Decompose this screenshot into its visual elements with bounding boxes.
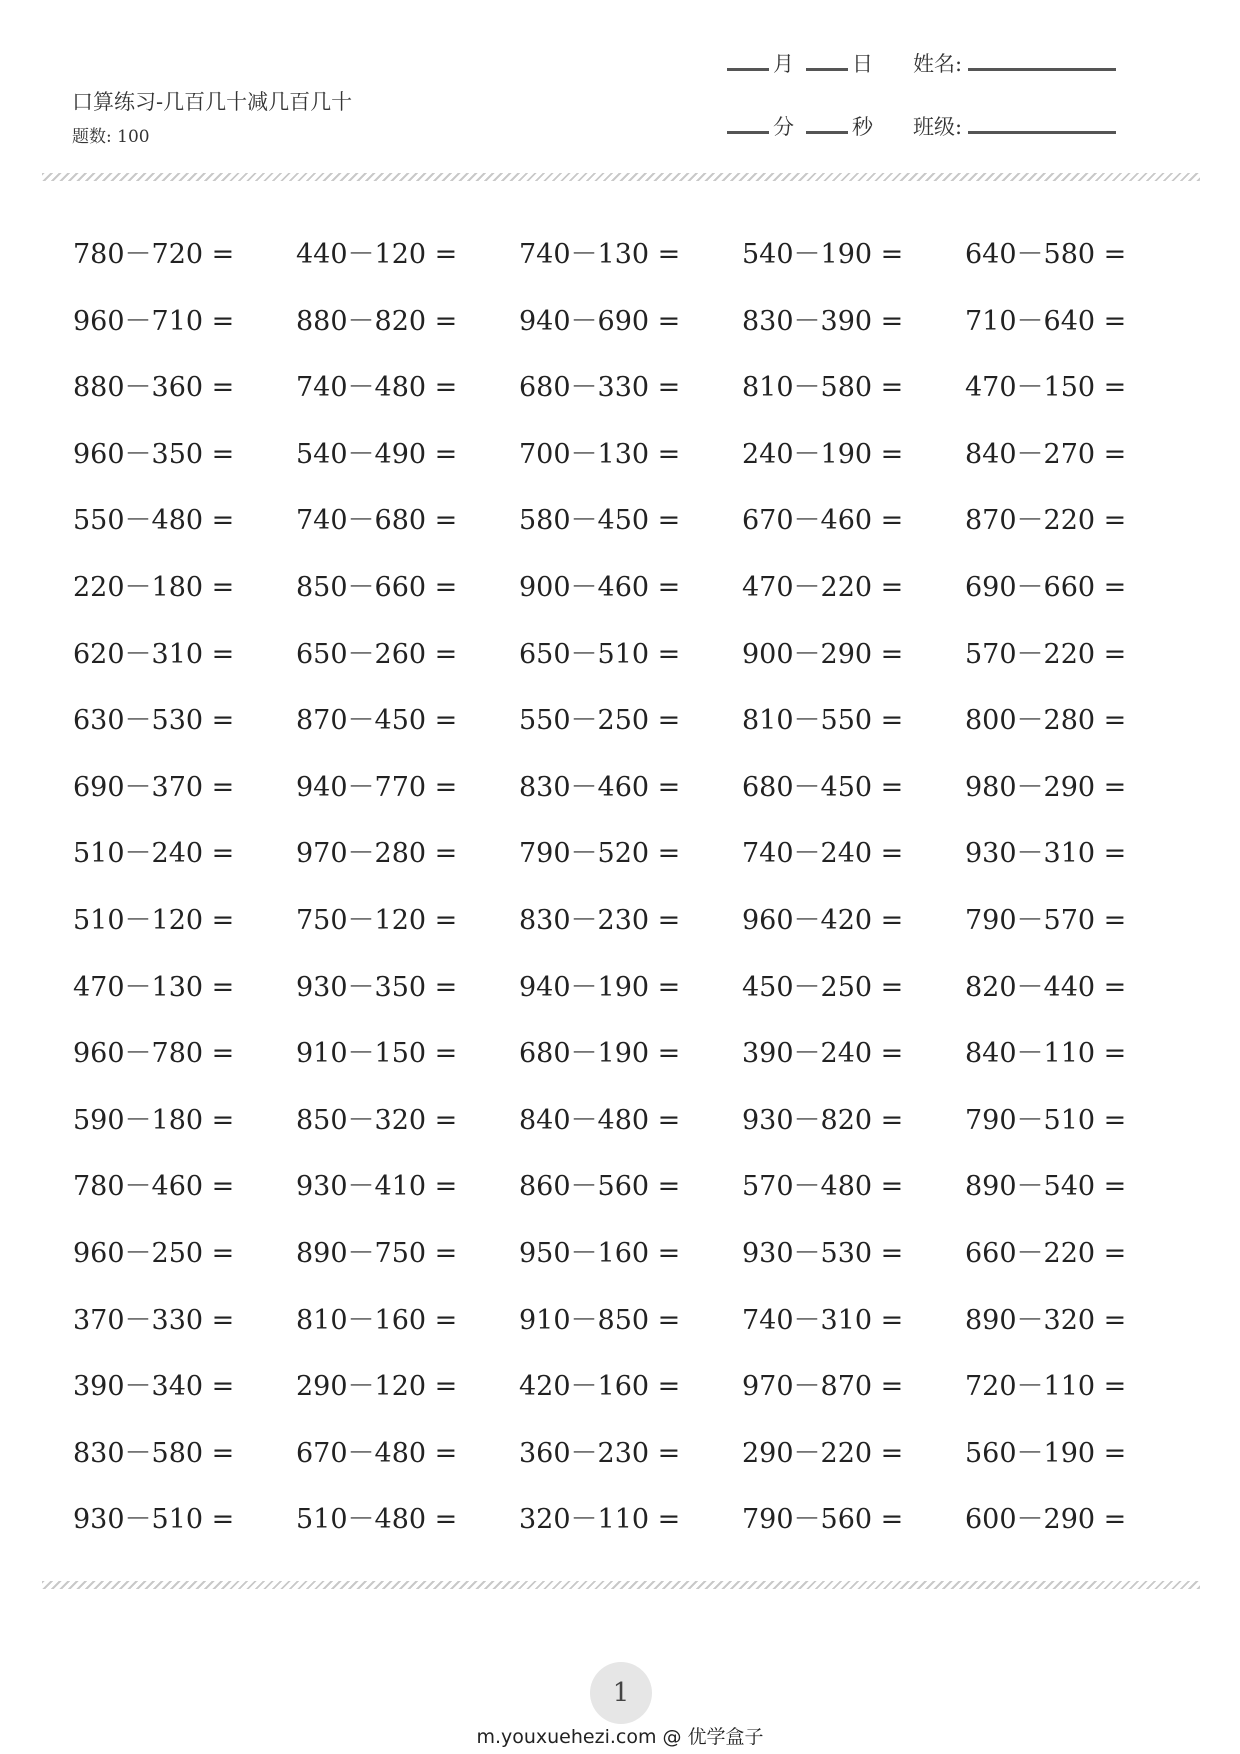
problem-item: 780－460 = bbox=[73, 1171, 235, 1203]
problem-item: 620－310 = bbox=[73, 638, 235, 670]
problem-item: 830－580 = bbox=[73, 1437, 235, 1469]
problem-item: 740－310 = bbox=[742, 1304, 904, 1336]
problem-item: 790－560 = bbox=[742, 1504, 904, 1536]
problem-item: 950－160 = bbox=[519, 1237, 681, 1269]
problem-item: 650－510 = bbox=[519, 638, 681, 670]
problem-item: 680－330 = bbox=[519, 372, 681, 404]
problem-item: 940－770 = bbox=[296, 771, 458, 803]
problem-item: 800－280 = bbox=[965, 705, 1127, 737]
problem-item: 810－580 = bbox=[742, 372, 904, 404]
problem-item: 510－480 = bbox=[296, 1504, 458, 1536]
problem-item: 540－490 = bbox=[296, 438, 458, 470]
problem-item: 930－510 = bbox=[73, 1504, 235, 1536]
problem-item: 680－190 = bbox=[519, 1038, 681, 1070]
problem-item: 840－480 = bbox=[519, 1104, 681, 1136]
top-divider bbox=[42, 173, 1200, 181]
problem-item: 550－250 = bbox=[519, 705, 681, 737]
problem-item: 900－460 = bbox=[519, 571, 681, 603]
problem-item: 600－290 = bbox=[965, 1504, 1127, 1536]
problem-grid bbox=[73, 225, 1193, 1557]
problem-item: 780－720 = bbox=[73, 239, 235, 270]
problem-item: 820－440 = bbox=[965, 971, 1127, 1003]
problem-item: 960－250 = bbox=[73, 1237, 235, 1269]
problem-item: 360－230 = bbox=[519, 1437, 681, 1469]
problem-item: 970－280 = bbox=[296, 838, 458, 870]
problem-item: 910－850 = bbox=[519, 1304, 681, 1336]
problem-item: 370－330 = bbox=[73, 1304, 235, 1336]
problem-item: 740－480 = bbox=[296, 372, 458, 404]
problem-item: 930－530 = bbox=[742, 1237, 904, 1269]
month-label: 月 bbox=[773, 52, 794, 76]
problem-item: 930－350 = bbox=[296, 971, 458, 1003]
problem-item: 960－350 = bbox=[73, 438, 235, 470]
problem-item: 850－320 = bbox=[296, 1104, 458, 1136]
problem-item: 510－120 = bbox=[73, 904, 235, 936]
problem-item: 890－320 = bbox=[965, 1304, 1127, 1336]
problem-item: 750－120 = bbox=[296, 904, 458, 936]
problem-item: 910－150 = bbox=[296, 1038, 458, 1070]
problem-item: 960－780 = bbox=[73, 1038, 235, 1070]
problem-item: 970－870 = bbox=[742, 1371, 904, 1403]
problem-item: 640－580 = bbox=[965, 239, 1127, 270]
problem-item: 740－680 = bbox=[296, 505, 458, 537]
problem-item: 930－310 = bbox=[965, 838, 1127, 870]
problem-item: 960－710 = bbox=[73, 305, 235, 337]
day-label: 日 bbox=[852, 52, 873, 76]
problem-item: 840－270 = bbox=[965, 438, 1127, 470]
problem-item: 670－460 = bbox=[742, 505, 904, 537]
problem-item: 670－480 = bbox=[296, 1437, 458, 1469]
footer-text: m.youxuehezi.com @ 优学盒子 bbox=[476, 1726, 764, 1748]
problem-item: 810－160 = bbox=[296, 1304, 458, 1336]
problem-item: 650－260 = bbox=[296, 638, 458, 670]
problem-item: 390－340 = bbox=[73, 1371, 235, 1403]
second-blank[interactable] bbox=[806, 131, 848, 134]
problem-item: 840－110 = bbox=[965, 1038, 1127, 1070]
problem-item: 870－220 = bbox=[965, 505, 1127, 537]
problem-item: 790－510 = bbox=[965, 1104, 1127, 1136]
problem-item: 420－160 = bbox=[519, 1371, 681, 1403]
problem-item: 690－660 = bbox=[965, 571, 1127, 603]
problem-item: 290－120 = bbox=[296, 1371, 458, 1403]
problem-item: 710－640 = bbox=[965, 305, 1127, 337]
problem-item: 960－420 = bbox=[742, 904, 904, 936]
page-number: 1 bbox=[590, 1662, 652, 1724]
problem-item: 880－360 = bbox=[73, 372, 235, 404]
problem-item: 890－750 = bbox=[296, 1237, 458, 1269]
problem-item: 590－180 = bbox=[73, 1104, 235, 1136]
problem-item: 930－820 = bbox=[742, 1104, 904, 1136]
problem-item: 790－570 = bbox=[965, 904, 1127, 936]
problem-item: 680－450 = bbox=[742, 771, 904, 803]
problem-item: 860－560 = bbox=[519, 1171, 681, 1203]
problem-item: 930－410 = bbox=[296, 1171, 458, 1203]
problem-item: 720－110 = bbox=[965, 1371, 1127, 1403]
problem-item: 320－110 = bbox=[519, 1504, 681, 1536]
problem-item: 440－120 = bbox=[296, 239, 458, 270]
problem-item: 980－290 = bbox=[965, 771, 1127, 803]
problem-item: 470－150 = bbox=[965, 372, 1127, 404]
name-label: 姓名: bbox=[913, 52, 963, 76]
time-class-row bbox=[727, 111, 1116, 141]
problem-item: 450－250 = bbox=[742, 971, 904, 1003]
problem-item: 790－520 = bbox=[519, 838, 681, 870]
problem-item: 580－450 = bbox=[519, 505, 681, 537]
problem-item: 850－660 = bbox=[296, 571, 458, 603]
problem-item: 830－230 = bbox=[519, 904, 681, 936]
minute-label: 分 bbox=[773, 115, 794, 139]
problem-item: 540－190 = bbox=[742, 239, 904, 270]
problem-item: 740－240 = bbox=[742, 838, 904, 870]
problem-item: 290－220 = bbox=[742, 1437, 904, 1469]
problem-item: 830－390 = bbox=[742, 305, 904, 337]
problem-item: 870－450 = bbox=[296, 705, 458, 737]
problem-item: 560－190 = bbox=[965, 1437, 1127, 1469]
month-blank[interactable] bbox=[727, 68, 769, 71]
worksheet-title: 口算练习-几百几十减几百几十 bbox=[72, 90, 353, 114]
problem-item: 700－130 = bbox=[519, 438, 681, 470]
problem-item: 740－130 = bbox=[519, 239, 681, 270]
problem-item: 880－820 = bbox=[296, 305, 458, 337]
date-name-row bbox=[727, 48, 1116, 78]
problem-item: 890－540 = bbox=[965, 1171, 1127, 1203]
problem-item: 830－460 = bbox=[519, 771, 681, 803]
problem-item: 660－220 = bbox=[965, 1237, 1127, 1269]
problem-item: 810－550 = bbox=[742, 705, 904, 737]
day-blank[interactable] bbox=[806, 68, 848, 71]
problem-item: 390－240 = bbox=[742, 1038, 904, 1070]
minute-blank[interactable] bbox=[727, 131, 769, 134]
problem-item: 550－480 = bbox=[73, 505, 235, 537]
problem-item: 690－370 = bbox=[73, 771, 235, 803]
problem-item: 570－220 = bbox=[965, 638, 1127, 670]
question-count: 题数: 100 bbox=[72, 127, 150, 147]
problem-item: 570－480 = bbox=[742, 1171, 904, 1203]
class-field[interactable] bbox=[968, 131, 1116, 134]
problem-item: 470－220 = bbox=[742, 571, 904, 603]
problem-item: 220－180 = bbox=[73, 571, 235, 603]
name-field[interactable] bbox=[968, 68, 1116, 71]
problem-item: 940－690 = bbox=[519, 305, 681, 337]
problem-item: 900－290 = bbox=[742, 638, 904, 670]
problem-item: 240－190 = bbox=[742, 438, 904, 470]
bottom-divider bbox=[42, 1581, 1200, 1589]
problem-item: 630－530 = bbox=[73, 705, 235, 737]
problem-item: 470－130 = bbox=[73, 971, 235, 1003]
problem-item: 510－240 = bbox=[73, 838, 235, 870]
second-label: 秒 bbox=[852, 115, 873, 139]
problem-item: 940－190 = bbox=[519, 971, 681, 1003]
class-label: 班级: bbox=[913, 115, 963, 139]
